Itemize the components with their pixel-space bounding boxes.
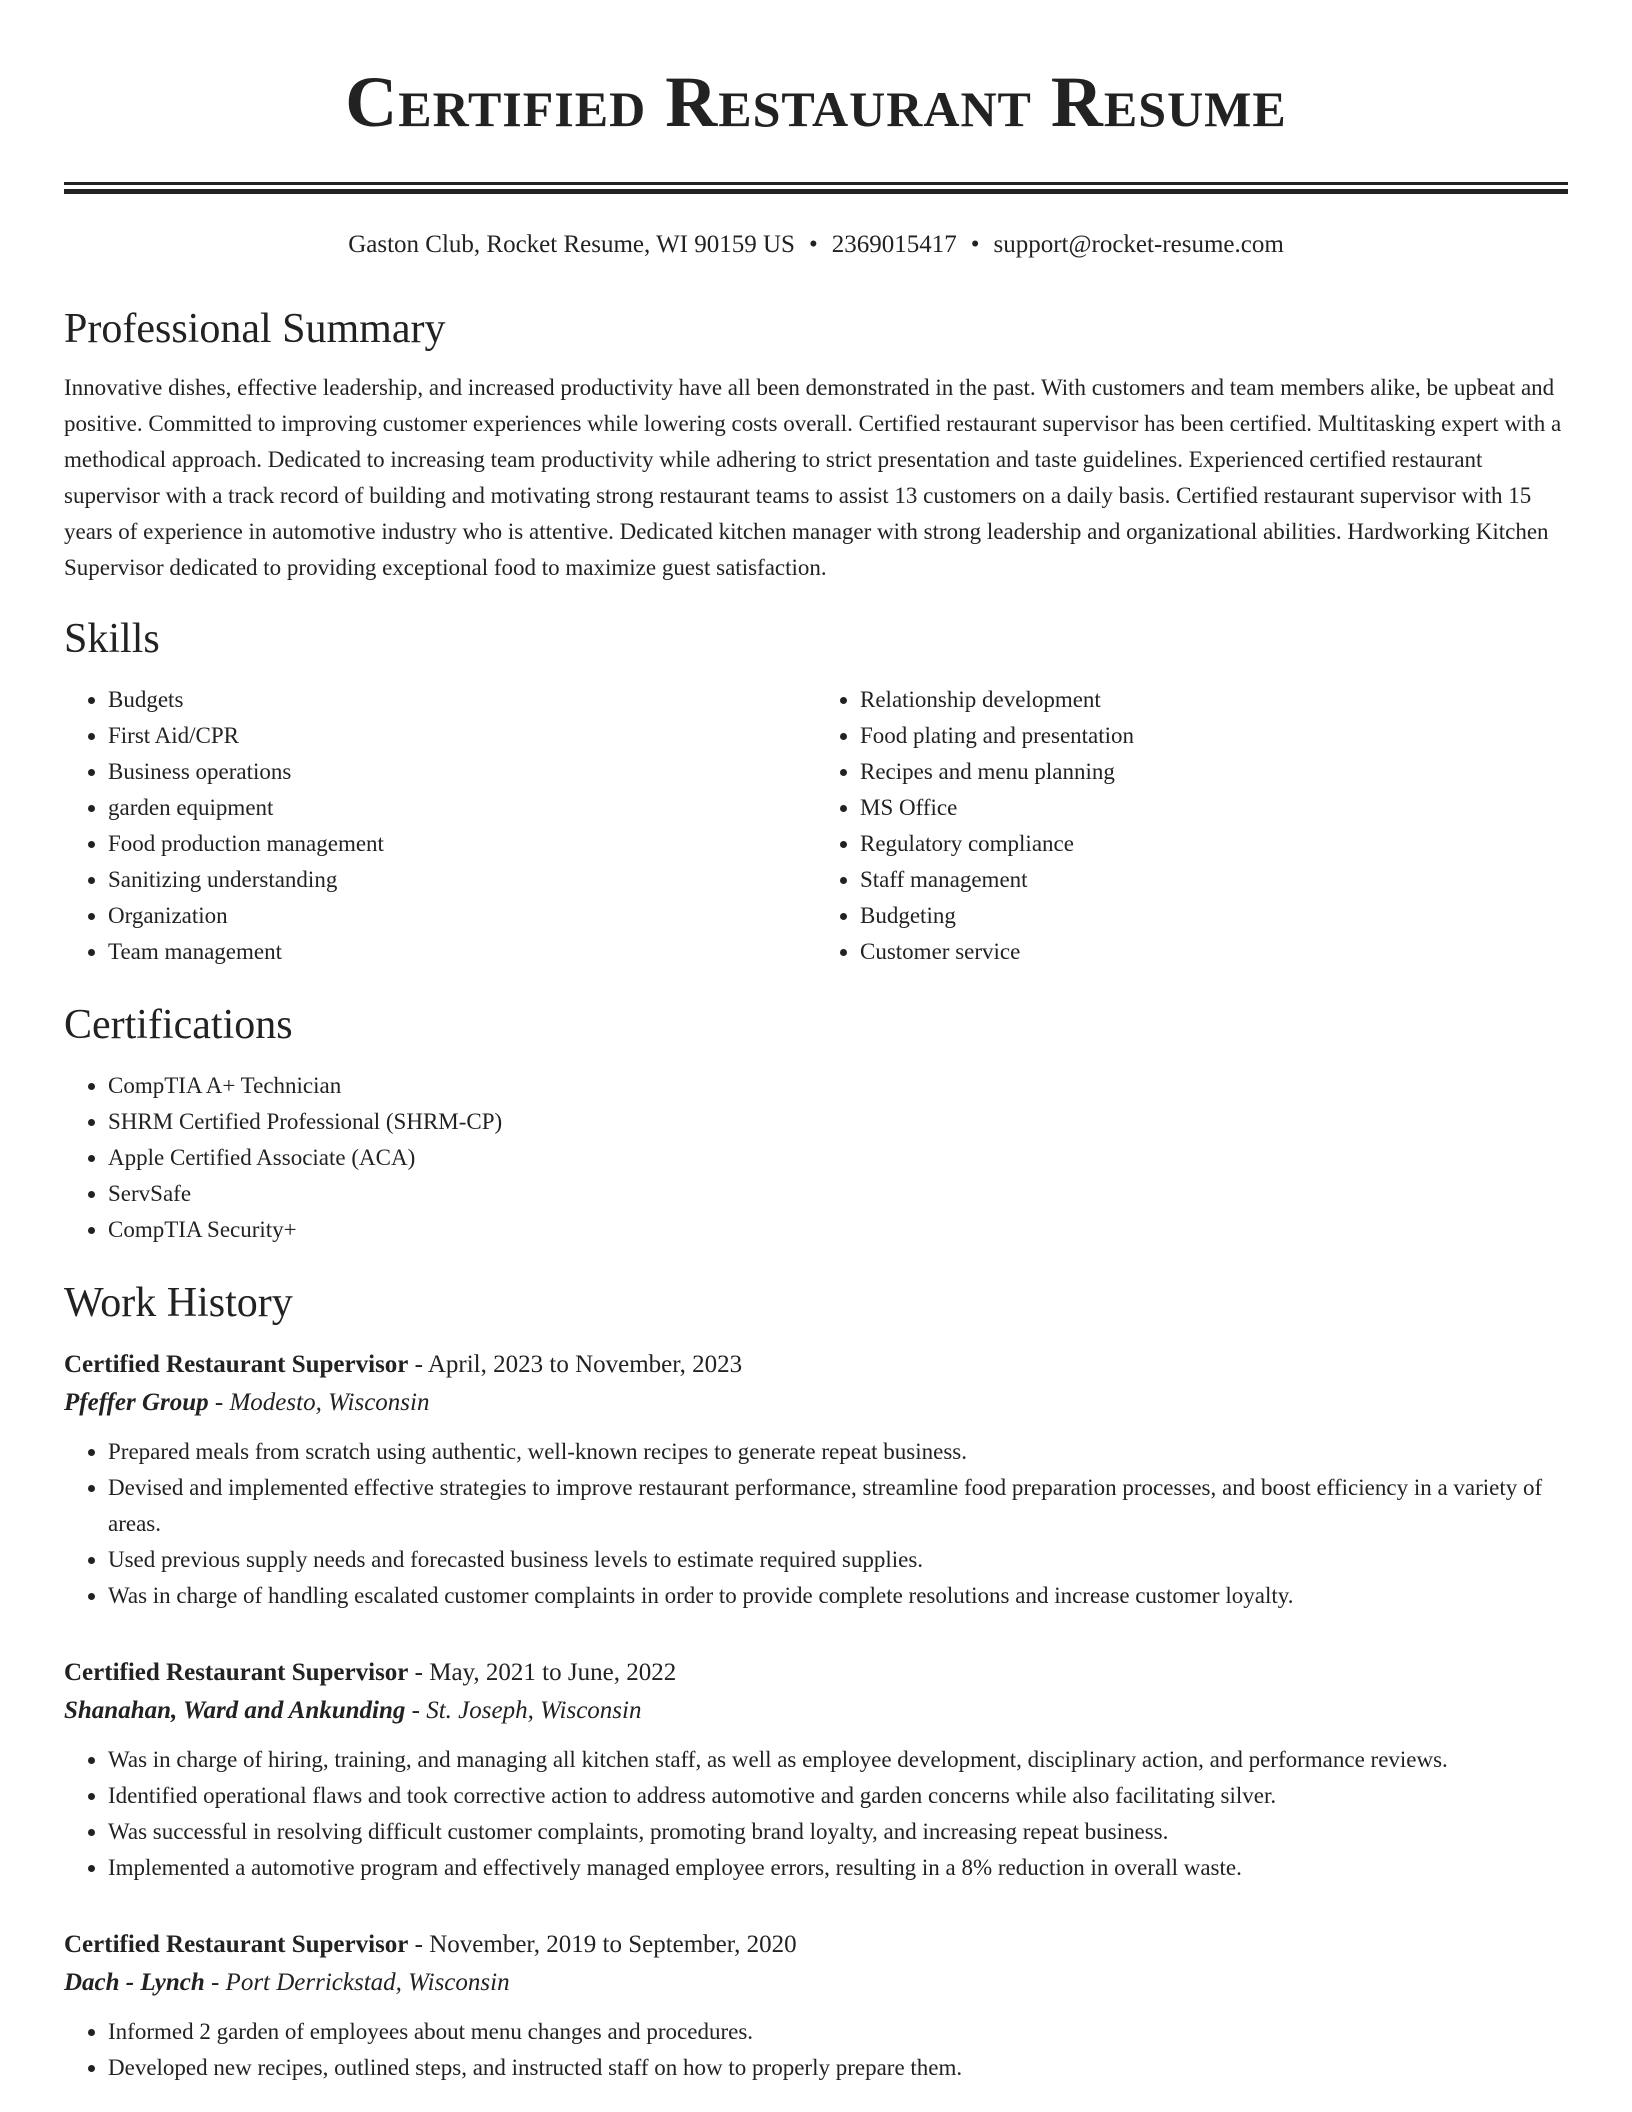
- certification-item: • CompTIA A+ Technician: [108, 1068, 1568, 1104]
- certifications-list: [64, 1068, 1568, 1248]
- certifications-heading: Certifications: [64, 1002, 293, 1048]
- job-company-line: [64, 1384, 1568, 1422]
- job-bullet: • Implemented a automotive program and effectively managed employee errors, resulting in a 8% reduction in overall waste.: [108, 1850, 1568, 1886]
- job-location: - Modesto, Wisconsin: [208, 1389, 430, 1416]
- resume-title: Certified Restaurant Resume: [345, 62, 1287, 142]
- job-bullet: • Was in charge of hiring, training, and managing all kitchen staff, as well as employee development, disciplinary action, and performance reviews.: [108, 1742, 1568, 1778]
- skills-list-right: [816, 682, 1568, 970]
- skills-heading: Skills: [64, 616, 160, 662]
- job-bullet: • Prepared meals from scratch using authentic, well-known recipes to generate repeat business.: [108, 1434, 1568, 1470]
- job-bullet: • Used previous supply needs and forecasted business levels to estimate required supplies.: [108, 1542, 1568, 1578]
- job-title-line: [64, 1346, 1568, 1384]
- skill-item: • Relationship development: [860, 682, 1568, 718]
- job-bullets: [64, 1434, 1568, 1614]
- job-company: Pfeffer Group: [64, 1389, 209, 1416]
- certification-item: • CompTIA Security+: [108, 1212, 1568, 1248]
- job-company-line: [64, 1692, 1568, 1730]
- job-location: - Port Derrickstad, Wisconsin: [204, 1969, 510, 1996]
- job-location: - St. Joseph, Wisconsin: [405, 1697, 642, 1724]
- work-history-section: [64, 1276, 1568, 2086]
- skill-item: • Staff management: [860, 862, 1568, 898]
- job-entry: [64, 1926, 1568, 2086]
- job-company: Dach - Lynch: [64, 1969, 205, 1996]
- skill-item: • Regulatory compliance: [860, 826, 1568, 862]
- job-bullet: • Devised and implemented effective strategies to improve restaurant performance, streamline food preparation processes, and boost efficiency in a variety of areas.: [108, 1470, 1568, 1542]
- skill-item: • First Aid/CPR: [108, 718, 816, 754]
- certification-item: • SHRM Certified Professional (SHRM-CP): [108, 1104, 1568, 1140]
- skills-section: [64, 612, 1568, 970]
- job-bullet: • Was in charge of handling escalated customer complaints in order to provide complete resolutions and increase customer loyalty.: [108, 1578, 1568, 1614]
- certification-item: • ServSafe: [108, 1176, 1568, 1212]
- contact-phone: 2369015417: [831, 231, 957, 258]
- skills-columns: [64, 682, 1568, 970]
- job-entry: [64, 1654, 1568, 1886]
- job-title: Certified Restaurant Supervisor: [64, 1659, 409, 1686]
- skills-list-left: [64, 682, 816, 970]
- skill-item: • Organization: [108, 898, 816, 934]
- job-bullets: [64, 2014, 1568, 2086]
- contact-address: Gaston Club, Rocket Resume, WI 90159 US: [348, 231, 795, 258]
- skill-item: • Team management: [108, 934, 816, 970]
- job-bullets: [64, 1742, 1568, 1886]
- skill-item: • Budgets: [108, 682, 816, 718]
- job-dates: - November, 2019 to September, 2020: [408, 1931, 797, 1958]
- skill-item: • Recipes and menu planning: [860, 754, 1568, 790]
- contact-separator: •: [808, 231, 818, 258]
- job-bullet: • Informed 2 garden of employees about menu changes and procedures.: [108, 2014, 1568, 2050]
- summary-section: [64, 302, 1568, 586]
- job-title: Certified Restaurant Supervisor: [64, 1351, 409, 1378]
- skill-item: • Budgeting: [860, 898, 1568, 934]
- certifications-section: [64, 998, 1568, 1248]
- job-bullet: • Was successful in resolving difficult customer complaints, promoting brand loyalty, and increasing repeat business.: [108, 1814, 1568, 1850]
- contact-line: [64, 228, 1568, 262]
- skill-item: • Business operations: [108, 754, 816, 790]
- job-bullet: • Developed new recipes, outlined steps, and instructed staff on how to properly prepare them.: [108, 2050, 1568, 2086]
- skill-item: • garden equipment: [108, 790, 816, 826]
- job-company: Shanahan, Ward and Ankunding: [64, 1697, 406, 1724]
- job-dates: - May, 2021 to June, 2022: [408, 1659, 677, 1686]
- skill-item: • Food production management: [108, 826, 816, 862]
- job-title-line: [64, 1926, 1568, 1964]
- job-title: Certified Restaurant Supervisor: [64, 1931, 409, 1958]
- skill-item: • Customer service: [860, 934, 1568, 970]
- job-title-line: [64, 1654, 1568, 1692]
- skill-item: • Sanitizing understanding: [108, 862, 816, 898]
- job-company-line: [64, 1964, 1568, 2002]
- contact-separator: •: [970, 231, 980, 258]
- work-history-heading: Work History: [64, 1280, 293, 1326]
- job-bullet: • Identified operational flaws and took corrective action to address automotive and garden concerns while also facilitating silver.: [108, 1778, 1568, 1814]
- skill-item: • Food plating and presentation: [860, 718, 1568, 754]
- job-dates: - April, 2023 to November, 2023: [408, 1351, 743, 1378]
- certification-item: • Apple Certified Associate (ACA): [108, 1140, 1568, 1176]
- title-divider: [64, 182, 1568, 194]
- summary-heading: Professional Summary: [64, 306, 446, 352]
- skill-item: • MS Office: [860, 790, 1568, 826]
- contact-email[interactable]: support@rocket-resume.com: [993, 231, 1284, 258]
- job-entry: [64, 1346, 1568, 1614]
- summary-text: Innovative dishes, effective leadership, and increased productivity have all been demonstrated in the past. With customers and team members alike, be upbeat and positive. Committed to improving customer experiences while lowering costs overall. Certified restaurant supervisor has been certified. Multitasking expert with a methodical approach. Dedicated to increasing team productivity while adhering to strict presentation and taste guidelines. Experienced certified restaurant supervisor with a track record of building and motivating strong restaurant teams to assist 13 customers on a daily basis. Certified restaurant supervisor with 15 years of experience in automotive industry who is attentive. Dedicated kitchen manager with strong leadership and organizational abilities. Hardworking Kitchen Supervisor dedicated to providing exceptional food to maximize guest satisfaction.: [64, 375, 1562, 580]
